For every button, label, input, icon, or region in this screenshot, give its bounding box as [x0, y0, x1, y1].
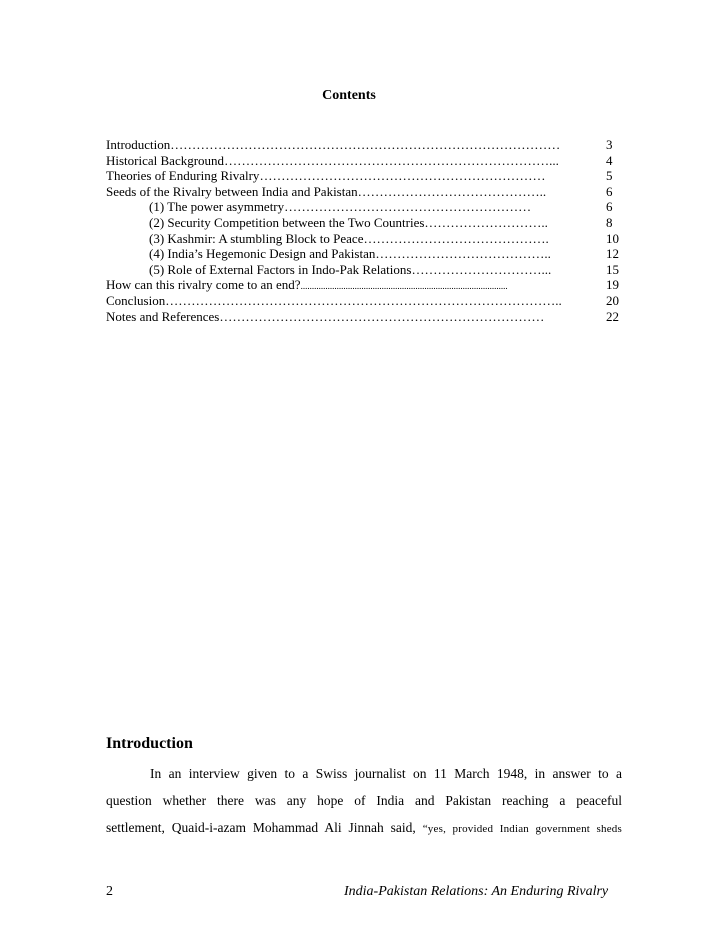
toc-entry	[106, 199, 628, 215]
toc-entry-title	[149, 231, 598, 247]
paragraph-text: settlement, Quaid-i-azam Mohammad Ali Jinnah said,	[106, 820, 416, 835]
toc-entry	[106, 309, 628, 325]
toc-leader-dots: ………………………..	[424, 214, 548, 230]
toc-leader-dots: …………………………………………………………………	[219, 308, 545, 324]
toc-page-number: 19	[606, 277, 619, 293]
toc-entry-label: Historical Background	[106, 152, 225, 168]
toc-page-number: 4	[606, 152, 613, 168]
introduction-paragraph	[106, 760, 622, 843]
toc-leader-dots: ………………………………………………………………………………..	[165, 292, 562, 308]
toc-page-number: 6	[606, 199, 613, 215]
toc-page-number: 8	[606, 214, 613, 230]
toc-entry-title	[149, 199, 598, 215]
toc-leader-dots: ………………………………………………………………………………	[170, 137, 561, 152]
toc-entry-label: Theories of Enduring Rivalry	[106, 168, 260, 184]
toc-entry-title	[106, 137, 598, 153]
table-of-contents	[106, 137, 628, 324]
toc-entry	[106, 153, 628, 169]
toc-entry	[106, 168, 628, 184]
toc-entry	[106, 293, 628, 309]
page-number: 2	[106, 884, 113, 899]
toc-entry-title	[149, 246, 598, 262]
toc-leader-dots: …………………………...	[411, 261, 552, 277]
toc-leader-dots: ............................................................................................	[300, 281, 508, 292]
toc-entry-title	[106, 168, 598, 184]
toc-entry	[106, 137, 628, 153]
toc-entry-label: Introduction	[106, 137, 171, 152]
toc-entry-label: Notes and References	[106, 308, 220, 324]
toc-entry-label: (1) The power asymmetry	[149, 199, 285, 215]
toc-entry	[106, 277, 628, 293]
toc-entry-title	[149, 215, 598, 231]
toc-entry-title	[106, 293, 598, 309]
toc-leader-dots: …………………………………………………………………...	[224, 152, 559, 168]
paragraph-line	[106, 814, 622, 843]
toc-entry-label: (2) Security Competition between the Two Countries	[149, 214, 425, 230]
toc-entry-title	[149, 262, 598, 278]
running-title: India-Pakistan Relations: An Enduring Rivalry	[344, 884, 609, 899]
toc-entry-label: Conclusion	[106, 292, 166, 308]
quotation-text: “yes, provided Indian government sheds	[422, 823, 622, 835]
toc-entry-label: (5) Role of External Factors in Indo-Pak Relations	[149, 261, 412, 277]
toc-title: Contents	[322, 88, 376, 103]
toc-entry-label: (4) India’s Hegemonic Design and Pakistan	[149, 246, 376, 262]
toc-page-number: 5	[606, 168, 613, 184]
toc-leader-dots: …………………………………………………	[284, 199, 532, 215]
toc-entry-label: Seeds of the Rivalry between India and Pakistan	[106, 183, 358, 199]
toc-page-number: 22	[606, 308, 619, 324]
toc-page-number: 10	[606, 230, 619, 246]
toc-leader-dots: ……………………………………..	[357, 183, 547, 199]
toc-entry-title	[106, 309, 598, 325]
toc-entry-label: (3) Kashmir: A stumbling Block to Peace	[149, 230, 364, 246]
toc-entry	[106, 246, 628, 262]
toc-page-number: 12	[606, 246, 619, 262]
toc-entry	[106, 215, 628, 231]
toc-entry-title	[106, 153, 598, 169]
toc-entry	[106, 262, 628, 278]
paragraph-line: In an interview given to a Swiss journalist on 11 March 1948, in answer to a	[150, 766, 622, 781]
toc-leader-dots: …………………………………..	[375, 246, 551, 262]
toc-page-number: 3	[606, 137, 613, 152]
toc-leader-dots: …………………………………………………………	[259, 168, 546, 184]
toc-entry-title	[106, 184, 598, 200]
toc-leader-dots: …………………………………….	[363, 230, 549, 246]
paragraph-line: question whether there was any hope of India and Pakistan reaching a peaceful	[106, 793, 622, 808]
toc-page-number: 15	[606, 261, 619, 277]
toc-entry	[106, 184, 628, 200]
toc-page-number: 20	[606, 292, 619, 308]
section-heading: Introduction	[106, 735, 193, 752]
toc-entry-label: How can this rivalry come to an end?	[106, 277, 301, 293]
toc-entry	[106, 231, 628, 247]
toc-page-number: 6	[606, 183, 613, 199]
